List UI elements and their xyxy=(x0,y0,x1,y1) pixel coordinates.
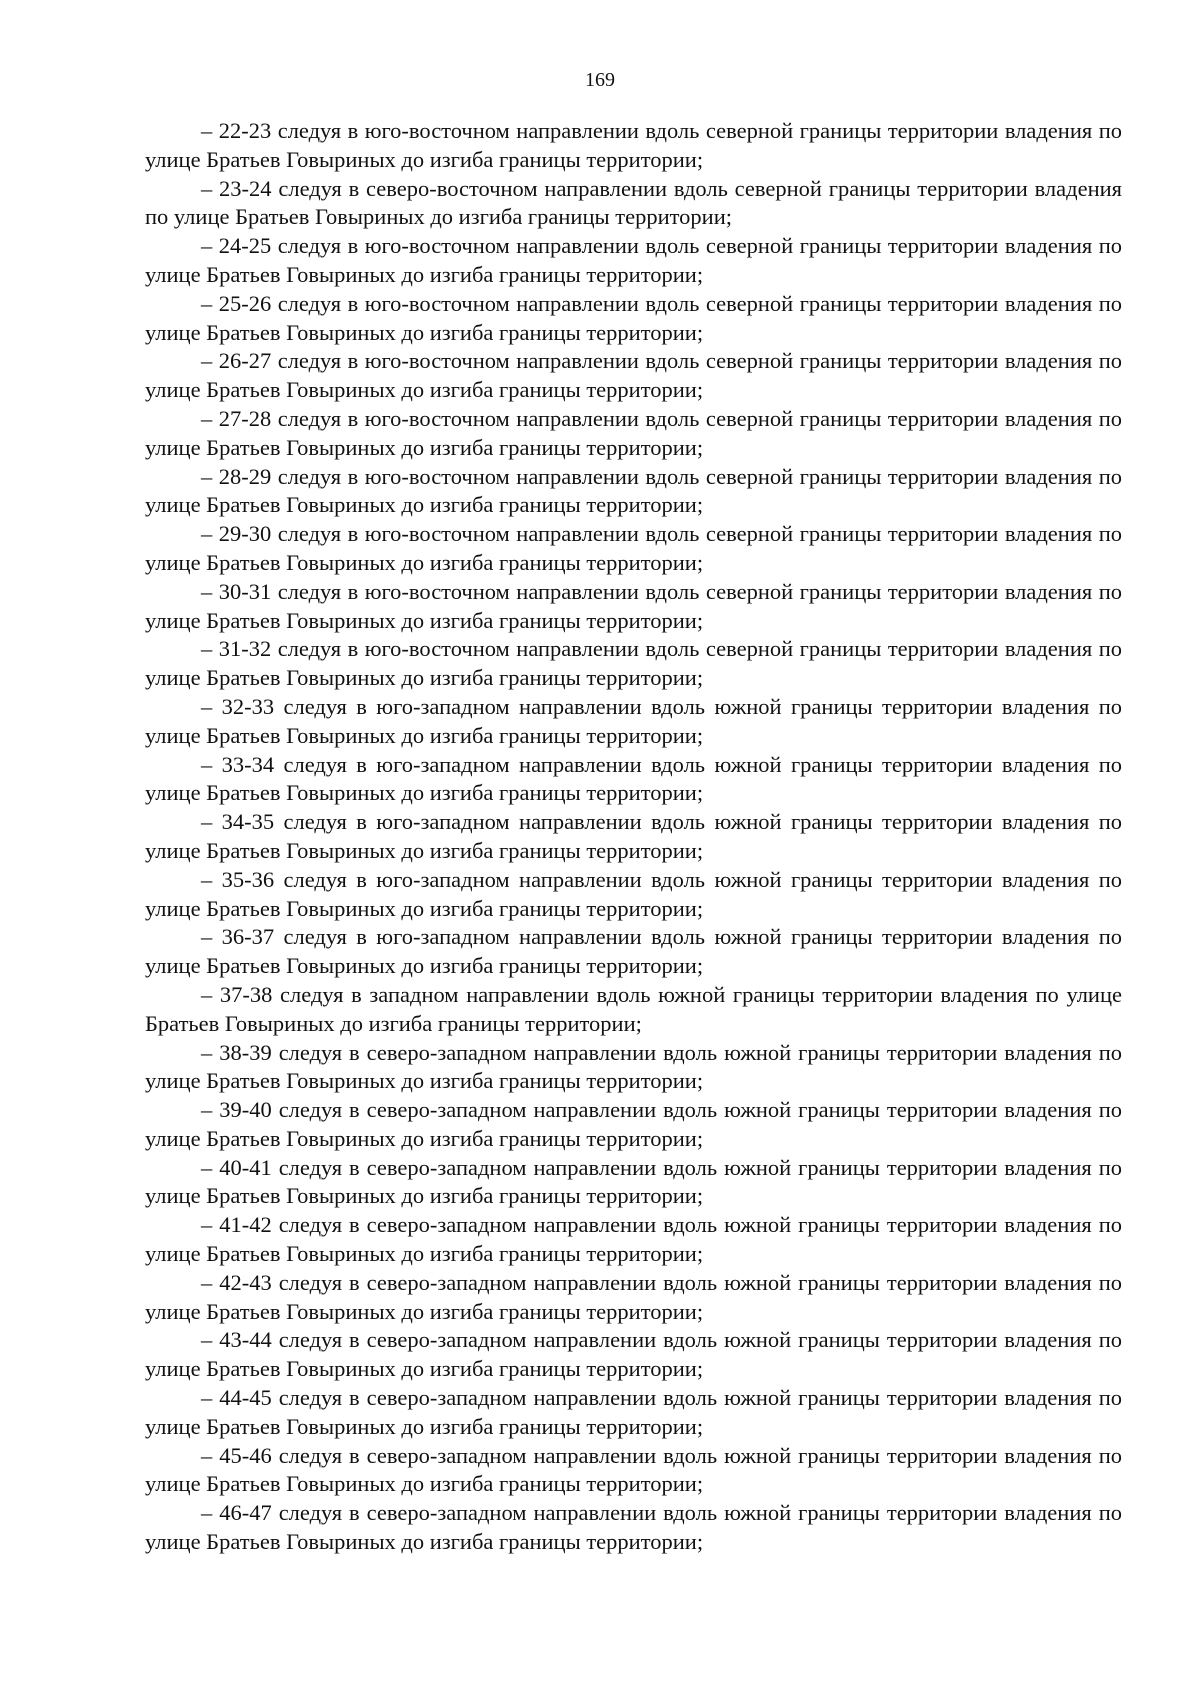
boundary-paragraph: – 45-46 следуя в северо-западном направлении вдоль южной границы территории владения по улице Братьев Говыриных до изгиба границы территории; xyxy=(145,1442,1122,1497)
boundary-paragraph: – 34-35 следуя в юго-западном направлении вдоль южной границы территории владения по улице Братьев Говыриных до изгиба границы территории; xyxy=(145,809,1122,863)
boundary-paragraph: – 40-41 следуя в северо-западном направлении вдоль южной границы территории владения по улице Братьев Говыриных до изгиба границы территории; xyxy=(145,1154,1122,1209)
boundary-paragraph: – 25-26 следуя в юго-восточном направлении вдоль северной границы территории владения по улице Братьев Говыриных до изгиба границы территории; xyxy=(145,290,1122,345)
boundary-paragraph: – 26-27 следуя в юго-восточном направлении вдоль северной границы территории владения по улице Братьев Говыриных до изгиба границы территории; xyxy=(145,348,1122,403)
boundary-paragraph: – 39-40 следуя в северо-западном направлении вдоль южной границы территории владения по улице Братьев Говыриных до изгиба границы территории; xyxy=(145,1097,1122,1151)
boundary-paragraph: – 44-45 следуя в северо-западном направлении вдоль южной границы территории владения по улице Братьев Говыриных до изгиба границы территории; xyxy=(145,1385,1122,1439)
boundary-paragraph: – 29-30 следуя в юго-восточном направлении вдоль северной границы территории владения по улице Братьев Говыриных до изгиба границы территории; xyxy=(145,521,1122,575)
boundary-paragraph: – 23-24 следуя в северо-восточном направлении вдоль северной границы территории владения по улице Братьев Говыриных до изгиба границы территории; xyxy=(145,175,1122,230)
boundary-paragraph: – 31-32 следуя в юго-восточном направлении вдоль северной границы территории владения по улице Братьев Говыриных до изгиба границы территории; xyxy=(145,636,1122,691)
boundary-paragraph: – 41-42 следуя в северо-западном направлении вдоль южной границы территории владения по улице Братьев Говыриных до изгиба границы территории; xyxy=(145,1212,1122,1267)
boundary-paragraph: – 30-31 следуя в юго-восточном направлении вдоль северной границы территории владения по улице Братьев Говыриных до изгиба границы территории; xyxy=(145,578,1122,633)
boundary-paragraph: – 43-44 следуя в северо-западном направлении вдоль южной границы территории владения по улице Братьев Говыриных до изгиба границы территории; xyxy=(145,1327,1122,1382)
boundary-paragraph: – 28-29 следуя в юго-восточном направлении вдоль северной границы территории владения по улице Братьев Говыриных до изгиба границы территории; xyxy=(145,463,1122,518)
boundary-paragraph: – 46-47 следуя в северо-западном направлении вдоль южной границы территории владения по улице Братьев Говыриных до изгиба границы территории; xyxy=(145,1500,1122,1555)
boundary-paragraph: – 27-28 следуя в юго-восточном направлении вдоль северной границы территории владения по улице Братьев Говыриных до изгиба границы территории; xyxy=(145,405,1122,460)
boundary-paragraph: – 22-23 следуя в юго-восточном направлении вдоль северной границы территории владения по улице Братьев Говыриных до изгиба границы территории; xyxy=(145,118,1122,172)
boundary-paragraph: – 35-36 следуя в юго-западном направлении вдоль южной границы территории владения по улице Братьев Говыриных до изгиба границы территории; xyxy=(145,866,1122,921)
document-body xyxy=(145,117,1122,1557)
boundary-paragraph: – 32-33 следуя в юго-западном направлении вдоль южной границы территории владения по улице Братьев Говыриных до изгиба границы территории; xyxy=(145,693,1122,748)
boundary-paragraph: – 42-43 следуя в северо-западном направлении вдоль южной границы территории владения по улице Братьев Говыриных до изгиба границы территории; xyxy=(145,1269,1122,1324)
boundary-paragraph: – 33-34 следуя в юго-западном направлении вдоль южной границы территории владения по улице Братьев Говыриных до изгиба границы территории; xyxy=(145,751,1122,806)
page-number: 169 xyxy=(585,69,615,91)
boundary-paragraph: – 24-25 следуя в юго-восточном направлении вдоль северной границы территории владения по улице Братьев Говыриных до изгиба границы территории; xyxy=(145,233,1122,287)
boundary-paragraph: – 36-37 следуя в юго-западном направлении вдоль южной границы территории владения по улице Братьев Говыриных до изгиба границы территории; xyxy=(145,924,1122,979)
boundary-paragraph: – 37-38 следуя в западном направлении вдоль южной границы территории владения по улице Братьев Говыриных до изгиба границы территории; xyxy=(145,981,1122,1036)
boundary-paragraph: – 38-39 следуя в северо-западном направлении вдоль южной границы территории владения по улице Братьев Говыриных до изгиба границы территории; xyxy=(145,1039,1122,1094)
